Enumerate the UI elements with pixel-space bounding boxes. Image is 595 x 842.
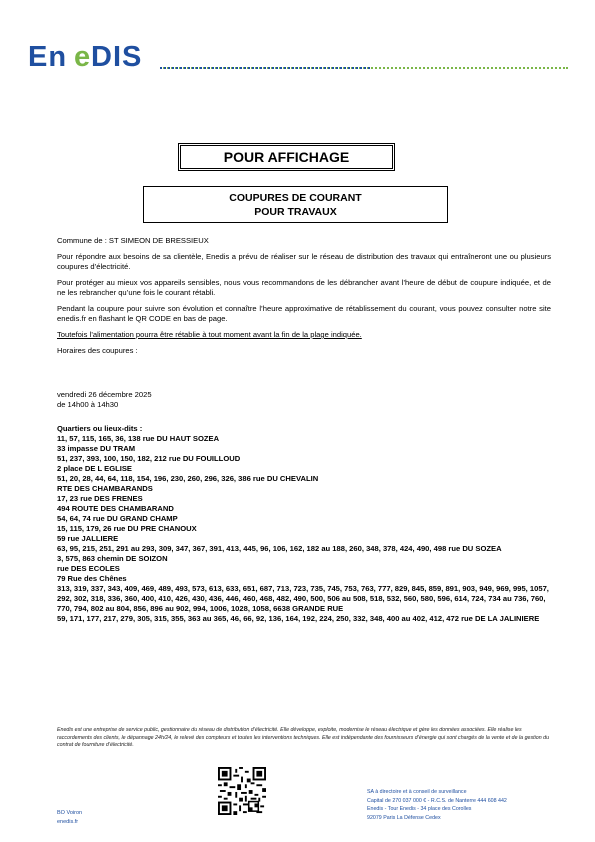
header-divider	[160, 67, 568, 69]
outage-date: vendredi 26 décembre 2025	[57, 390, 152, 399]
pour-affichage-box: POUR AFFICHAGE	[178, 143, 395, 171]
street-item: 59 rue JALLIERE	[57, 534, 119, 543]
paragraph-1: Pour répondre aux besoins de sa clientèle, Enedis a prévu de réaliser sur le réseau de distribution des travaux qui entraîneront une ou plusieurs coupures d’électricité.	[57, 252, 551, 271]
footer-address-line: SA à directoire et à conseil de surveillance	[367, 789, 467, 795]
notice-body	[57, 236, 551, 624]
street-item: 51, 237, 393, 100, 150, 182, 212 rue DU FOUILLOUD	[57, 454, 241, 463]
legal-notice: Enedis est une entreprise de service public, gestionnaire du réseau de distribution d’électricité. Elle développe, exploite, modernise le réseau électrique et gère les données associées. Elle réalise les raccordements des clients, le dépannage 24h/24, le relevé des compteurs et toutes les interventions techniques. Elle est indépendante des fournisseurs d’énergie qui sont chargés de la vente et de la gestion du contrat de fourniture d’électricité.	[57, 727, 550, 749]
quartiers-label: Quartiers ou lieux-dits :	[57, 424, 143, 433]
street-item: 63, 95, 215, 251, 291 au 293, 309, 347, 367, 391, 413, 445, 96, 106, 162, 182 au 188, 260, 348, 378, 424, 490, 498 rue DU SOZEA	[57, 544, 502, 553]
footer-address-line: Capital de 270 037 000 € - R.C.S. de Nanterre 444 608 442	[367, 797, 507, 804]
horaires-label: Horaires des coupures :	[57, 346, 138, 355]
street-list	[57, 434, 551, 624]
paragraph-2: Pour protéger au mieux vos appareils sensibles, nous vous recommandons de les débrancher avant l’heure de début de coupure indiquée, et de ne les rebrancher qu’une fois le courant rétabli.	[57, 278, 551, 297]
svg-text:En: En	[28, 41, 68, 70]
street-item: 494 ROUTE DES CHAMBARAND	[57, 504, 174, 513]
footer-left	[57, 809, 82, 826]
street-item: 313, 319, 337, 343, 409, 469, 489, 493, 573, 613, 633, 651, 687, 713, 723, 735, 745, 753, 763, 777, 829, 845, 859, 891, 903, 949, 969, 995, 1057, 292, 302, 318, 336, 360, 400, 410, 426, 430, 436, 446, 460, 468, 482, 490, 500, 506 au 508, 518, 532, 560, 580, 596, 614, 724, 734 au 736, 760, 770, 794, 802 au 804, 856, 896 au 902, 994, 1006, 1028, 1058, 6638 GRANDE RUE	[57, 584, 549, 613]
title-line-1: COUPURES DE COURANT	[229, 192, 362, 204]
street-item: RTE DES CHAMBARANDS	[57, 484, 153, 493]
footer-office: BO Voiron	[57, 810, 83, 816]
street-item: 59, 171, 177, 217, 279, 305, 315, 355, 363 au 365, 46, 66, 92, 136, 164, 192, 224, 250, 332, 348, 400 au 402, 412, 472 rue DE LA JALINIERE	[57, 614, 540, 623]
footer-address-line: Enedis - Tour Enedis - 34 place des Corolles	[367, 806, 472, 813]
street-item: 17, 23 rue DES FRENES	[57, 494, 143, 503]
outage-time: de 14h00 à 14h30	[57, 400, 119, 409]
street-item: 11, 57, 115, 165, 36, 138 rue DU HAUT SOZEA	[57, 434, 220, 443]
title-line-2: POUR TRAVAUX	[254, 206, 337, 218]
street-item: 15, 115, 179, 26 rue DU PRE CHANOUX	[57, 524, 197, 533]
enedis-logo	[28, 40, 154, 70]
street-item: rue DES ECOLES	[57, 564, 120, 573]
street-item: 2 place DE L EGLISE	[57, 464, 132, 473]
paragraph-3: Pendant la coupure pour suivre son évolution et connaître l’heure approximative de rétablissement du courant, vous pouvez consulter notre site enedis.fr en flashant le QR CODE en bas de page.	[57, 304, 551, 323]
street-item: 33 impasse DU TRAM	[57, 444, 136, 453]
street-item: 54, 64, 74 rue DU GRAND CHAMP	[57, 514, 178, 523]
restore-notice: Toutefois l’alimentation pourra être rétablie à tout moment avant la fin de la plage indiquée.	[57, 330, 362, 339]
footer-company-info	[367, 788, 507, 822]
qr-code[interactable]	[218, 767, 266, 815]
svg-text:DIS: DIS	[91, 41, 143, 70]
street-item: 3, 575, 863 chemin DE SOIZON	[57, 554, 168, 563]
footer-address-line: 92079 Paris La Défense Cedex	[367, 814, 441, 821]
title-box	[143, 186, 448, 223]
svg-text:e: e	[74, 41, 91, 70]
street-item: 79 Rue des Chênes	[57, 574, 127, 583]
commune-line: Commune de : ST SIMEON DE BRESSIEUX	[57, 236, 209, 245]
footer-website: enedis.fr	[57, 818, 79, 825]
street-item: 51, 20, 28, 44, 64, 118, 154, 196, 230, 260, 296, 326, 386 rue DU CHEVALIN	[57, 474, 319, 483]
